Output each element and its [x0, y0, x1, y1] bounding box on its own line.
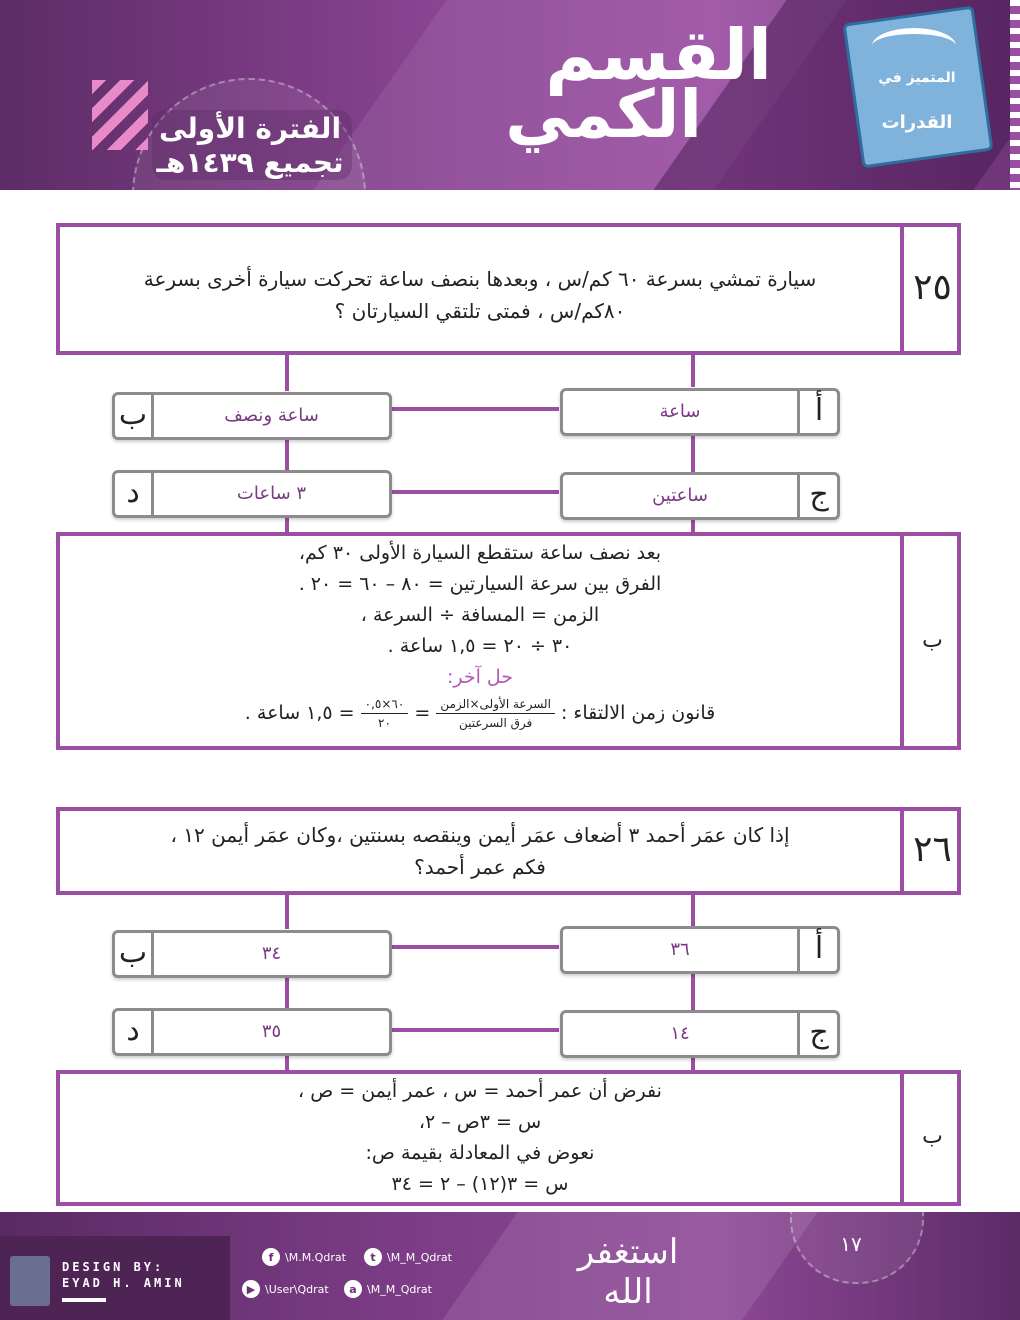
question-number: ٢٦: [913, 829, 952, 870]
connector-line: [285, 351, 289, 391]
option-a[interactable]: [560, 926, 840, 974]
connector-line: [691, 351, 695, 387]
formula-result: = ١,٥ ساعة .: [244, 702, 355, 724]
connector-line: [389, 1028, 559, 1032]
edge-decoration: [1010, 0, 1020, 190]
connector-line: [389, 407, 559, 411]
solution-box: [56, 532, 961, 750]
option-text: ساعتين: [652, 485, 708, 506]
question-number-cell: [900, 227, 961, 351]
youtube-icon: ▶: [242, 1280, 260, 1298]
designer-underline: [62, 1298, 106, 1302]
answer-letter: ب: [922, 1124, 943, 1149]
fraction-numerator: ٦٠×٠,٥: [361, 695, 409, 714]
design-by-label: DESIGN BY:: [62, 1260, 165, 1274]
option-letter: د: [126, 475, 140, 510]
twitter-link[interactable]: [364, 1248, 452, 1266]
page-title-line2: الكمي: [505, 76, 702, 153]
option-d[interactable]: [112, 1008, 392, 1056]
question-box: [56, 807, 961, 895]
logo-text-main: القدرات: [881, 112, 953, 133]
calligraphy-text: استغفر الله: [577, 1232, 679, 1312]
question-box: [56, 223, 961, 355]
question-text: [80, 819, 880, 883]
youtube-link[interactable]: [242, 1280, 329, 1298]
ask-handle: \M_M_Qdrat: [367, 1282, 432, 1296]
option-letter: أ: [814, 931, 824, 966]
solution-line: نفرض أن عمر أحمد = س ، عمر أيمن = ص ،: [298, 1080, 662, 1102]
connector-line: [691, 432, 695, 472]
option-divider: [797, 391, 800, 433]
youtube-handle: \User\Qdrat: [265, 1282, 329, 1296]
question-number-cell: [900, 811, 961, 891]
option-divider: [797, 475, 800, 517]
connector-line: [691, 970, 695, 1010]
fraction-numerator: السرعة الأولى×الزمن: [436, 695, 555, 714]
solution-line: نعوض في المعادلة بقيمة ص:: [365, 1142, 595, 1164]
answer-cell: [900, 536, 961, 746]
designer-signature-icon: [10, 1256, 50, 1306]
solution-line: ٣٠ ÷ ٢٠ = ١,٥ ساعة .: [387, 635, 573, 657]
option-divider: [797, 929, 800, 971]
formula-fraction: [361, 695, 409, 732]
formula-line: [90, 693, 870, 733]
logo-text: المتميز في: [878, 70, 956, 86]
solution-line: الفرق بين سرعة السيارتين = ٨٠ – ٦٠ = ٢٠ .: [298, 573, 662, 595]
connector-line: [285, 436, 289, 472]
solution-line: الزمن = المسافة ÷ السرعة ،: [360, 604, 600, 626]
option-text: ساعة: [659, 401, 701, 422]
facebook-handle: \M.M.Qdrat: [285, 1250, 346, 1264]
option-b[interactable]: [112, 930, 392, 978]
ask-link[interactable]: [344, 1280, 432, 1298]
fraction-denominator: فرق السرعتين: [458, 716, 533, 730]
option-letter: ج: [809, 477, 829, 512]
option-divider: [797, 1013, 800, 1055]
option-letter: ب: [118, 935, 148, 970]
option-letter: ب: [118, 397, 148, 432]
option-text: ٣٦: [670, 939, 690, 960]
facebook-icon: f: [262, 1248, 280, 1266]
solution-line: س = ٣ص – ٢،: [418, 1111, 542, 1133]
option-text: ٣٤: [261, 943, 282, 964]
solution-line: س = ٣(١٢) – ٢ = ٣٤: [391, 1173, 569, 1195]
question-text-line: ٨٠كم/س ، فمتى تلتقي السيارتان ؟: [334, 299, 626, 323]
option-text: ساعة ونصف: [224, 405, 319, 426]
twitter-handle: \M_M_Qdrat: [387, 1250, 452, 1264]
connector-line: [285, 891, 289, 929]
option-c[interactable]: [560, 472, 840, 520]
option-letter: أ: [814, 393, 824, 428]
ask-icon: a: [344, 1280, 362, 1298]
connector-line: [691, 891, 695, 927]
connector-line: [285, 974, 289, 1010]
option-d[interactable]: [112, 470, 392, 518]
question-text: [80, 263, 880, 327]
facebook-link[interactable]: [262, 1248, 346, 1266]
alternative-solution-title: حل آخر:: [446, 666, 514, 688]
equals-sign: =: [414, 702, 431, 724]
open-book-icon: [872, 28, 956, 64]
option-a[interactable]: [560, 388, 840, 436]
designer-name: EYAD H. AMIN: [62, 1276, 185, 1290]
option-text: ١٤: [670, 1023, 690, 1044]
formula-fraction: [436, 695, 555, 732]
solution-text: [90, 538, 870, 733]
solution-box: [56, 1070, 961, 1206]
option-letter: د: [126, 1013, 140, 1048]
question-text-line: فكم عمر أحمد؟: [414, 855, 546, 879]
connector-line: [389, 490, 559, 494]
page-number: ١٧: [840, 1232, 862, 1256]
option-c[interactable]: [560, 1010, 840, 1058]
stripes-decoration: [92, 80, 148, 150]
option-text: ٣٥: [261, 1021, 282, 1042]
solution-text: [90, 1076, 870, 1200]
question-number: ٢٥: [913, 267, 952, 308]
twitter-icon: t: [364, 1248, 382, 1266]
page-title: القسم: [545, 14, 772, 96]
period-subtitle: تجميع ١٤٣٩هـ: [156, 146, 344, 179]
question-text-line: إذا كان عمَر أحمد ٣ أضعاف عمَر أيمن وينقصه بسنتين ،وكان عمَر أيمن ١٢ ،: [170, 823, 790, 847]
option-text: ٣ ساعات: [236, 483, 307, 504]
fraction-denominator: ٢٠: [378, 716, 391, 730]
solution-line: بعد نصف ساعة ستقطع السيارة الأولى ٣٠ كم،: [298, 542, 662, 564]
period-title: الفترة الأولى: [158, 112, 342, 145]
option-letter: ج: [809, 1015, 829, 1050]
formula-label: قانون زمن الالتقاء :: [560, 702, 716, 724]
question-text-line: سيارة تمشي بسرعة ٦٠ كم/س ، وبعدها بنصف ساعة تحركت سيارة أخرى بسرعة: [143, 267, 817, 291]
connector-line: [389, 945, 559, 949]
option-b[interactable]: [112, 392, 392, 440]
answer-cell: [900, 1074, 961, 1202]
answer-letter: ب: [922, 628, 943, 653]
